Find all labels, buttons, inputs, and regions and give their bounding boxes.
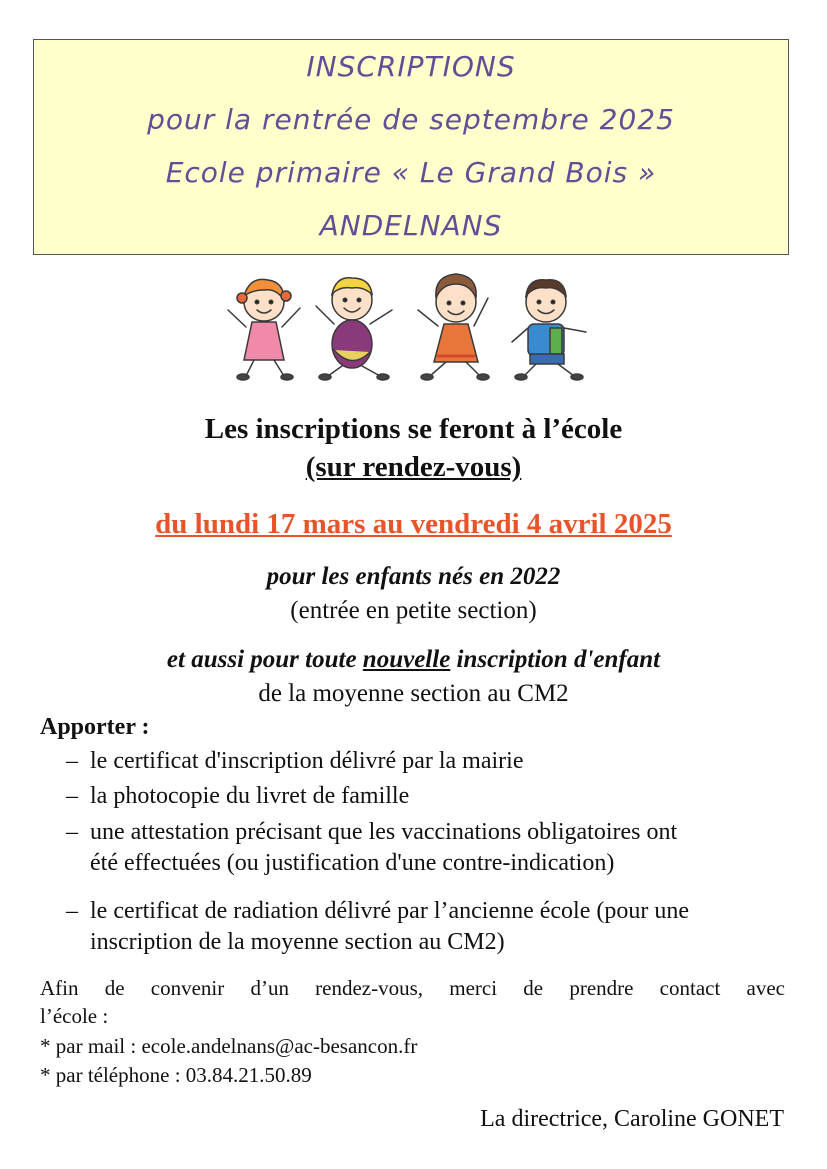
list-item-text: le certificat de radiation délivré par l’ancienne école (pour une — [90, 898, 690, 924]
children-illustration — [224, 272, 602, 384]
new-registration-note — [0, 646, 827, 674]
list-item — [66, 748, 523, 775]
children-born-year: pour les enfants nés en 2022 — [266, 563, 561, 590]
list-dash: – — [66, 819, 78, 845]
header-school-name: Ecole primaire « Le Grand Bois » — [165, 156, 657, 189]
contact-intro: Afin de convenir d’un rendez-vous, merci de prendre contact avec — [40, 976, 785, 1000]
new-registration-emphasis: nouvelle — [362, 646, 451, 673]
levels-range: de la moyenne section au CM2 — [258, 680, 569, 707]
header-subtitle: pour la rentrée de septembre 2025 — [147, 103, 675, 136]
list-item-text-continued: inscription de la moyenne section au CM2) — [90, 929, 505, 955]
list-dash: – — [66, 748, 78, 774]
list-item-text: la photocopie du livret de famille — [90, 783, 410, 809]
bring-title: Apporter : — [40, 714, 150, 740]
list-item — [66, 783, 409, 810]
header-box — [33, 39, 789, 255]
header-title: INSCRIPTIONS — [306, 50, 516, 83]
contact-email: * par mail : ecole.andelnans@ac-besancon.fr — [40, 1034, 418, 1058]
child-drawing-3 — [418, 274, 489, 380]
registration-dates: du lundi 17 mars au vendredi 4 avril 2025 — [155, 508, 672, 540]
new-registration-post: inscription d'enfant — [450, 646, 661, 673]
child-drawing-2 — [316, 278, 392, 380]
child-drawing-1 — [228, 279, 300, 380]
list-item — [66, 896, 689, 958]
list-item-text-continued: été effectuées (ou justification d'une contre-indication) — [90, 850, 615, 876]
contact-intro-continued: l’école : — [40, 1004, 109, 1028]
contact-phone: * par téléphone : 03.84.21.50.89 — [40, 1063, 312, 1087]
list-dash: – — [66, 898, 78, 924]
appointment-note: (sur rendez-vous) — [305, 451, 522, 483]
list-item-text: une attestation précisant que les vaccinations obligatoires ont — [90, 819, 678, 845]
list-item — [66, 817, 677, 879]
main-title: Les inscriptions se feront à l’école — [204, 413, 623, 445]
child-drawing-4 — [512, 280, 586, 380]
signature: La directrice, Caroline GONET — [480, 1106, 784, 1132]
new-registration-pre: et aussi pour toute — [166, 646, 363, 673]
entry-level: (entrée en petite section) — [290, 597, 537, 624]
list-dash: – — [66, 783, 78, 809]
header-town: ANDELNANS — [319, 209, 503, 242]
list-item-text: le certificat d'inscription délivré par la mairie — [90, 748, 524, 774]
